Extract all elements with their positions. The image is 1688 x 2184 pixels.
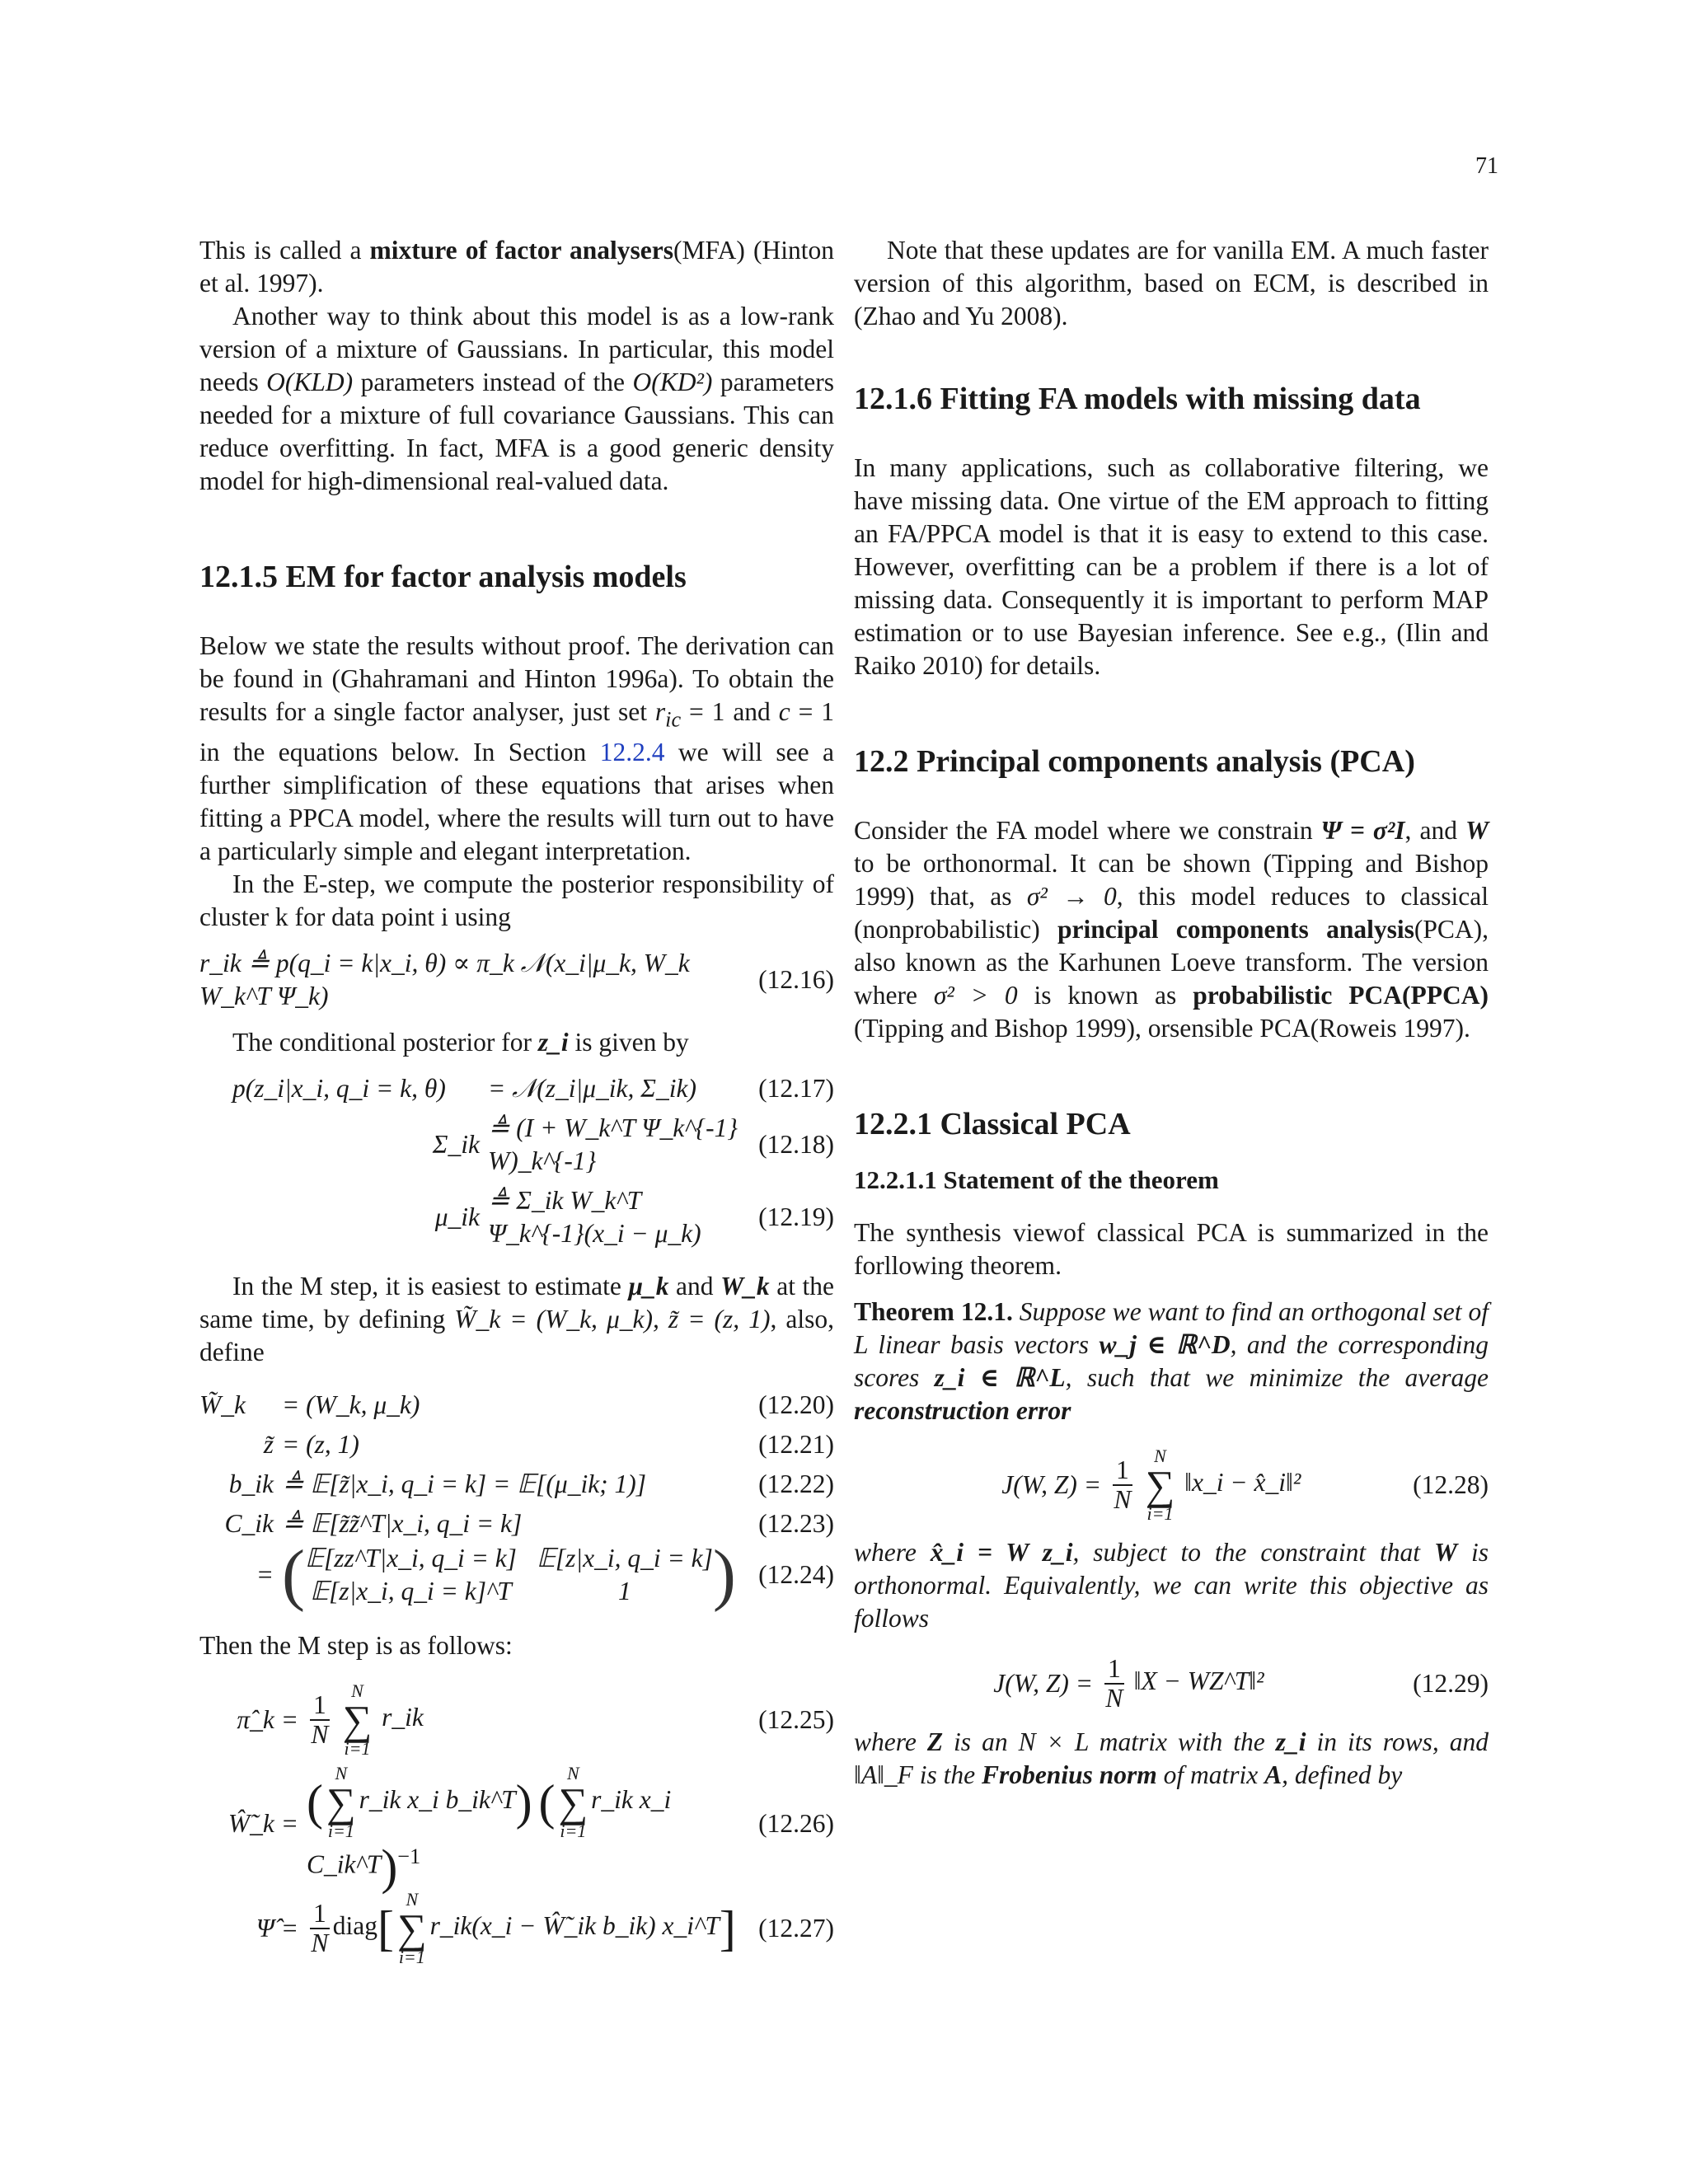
equation-12-16: r_ik ≜ p(q_i = k|x_i, θ) ∝ π_k 𝒩(x_i|μ_k, W_k W_k^T Ψ_k) (12.16) [199,949,834,1011]
left-column [199,234,834,1966]
heading-12-2-1: 12.2.1 Classical PCA [854,1107,1131,1141]
page-number: 71 [1475,153,1498,179]
paragraph-m-step: In the M step, it is easiest to estimate μ_k and W_k at the same time, by defining W̃_k = (W_k, μ_k), z̃ = (z, 1), also, define [199,1272,835,1367]
equation-12-17: p(z_i|x_i, q_i = k, θ) = 𝒩(z_i|μ_ik, Σ_ik) (12.17) [232,1074,834,1104]
paragraph-mfa: This is called a mixture of factor analysers(MFA) (Hinton et al. 1997). [199,236,834,298]
paragraph-conditional: The conditional posterior for z_i is given by [232,1028,689,1057]
section-link[interactable]: 12.2.4 [599,738,665,767]
paragraph-then-m-step: Then the M step is as follows: [199,1631,513,1661]
heading-12-1-6: 12.1.6 Fitting FA models with missing data [854,382,1421,416]
paragraph-low-rank: Another way to think about this model is as a low-rank version of a mixture of Gaussians. In particular, this model needs O(KLD) parameters instead of the O(KD²) parameters needed for a mixture of full covariance Gaussians. This can reduce overfitting. In fact, MFA is a good generic density model for high-dimensional real-valued data. [199,302,834,495]
equation-12-23: C_ik ≜ 𝔼[z̃z̃^T|x_i, q_i = k] (12.23) [224,1509,834,1539]
heading-12-2: 12.2 Principal components analysis (PCA) [854,744,1415,779]
paragraph-frobenius: where Z is an N × L matrix with the z_i in its rows, and ‖A‖_F is the Frobenius norm of matrix A, defined by [854,1727,1489,1789]
equation-12-25: π̂_k = $\frac{1}{N}$ N ∑ i=1 r_ik (12.25) [237,1680,834,1760]
equation-12-28: J(W, Z) = $\frac{1}{N}$ N ∑ i=1 ‖x_i − x̂_i‖² (12.28) [1001,1446,1489,1524]
paragraph-e-step: In the E-step, we compute the posterior responsibility of cluster k for data point i using [199,869,834,932]
paragraph-vanilla-em: Note that these updates are for vanilla EM. A much faster version of this algorithm, based on ECM, is described in (Zhao and Yu 2008). [854,236,1489,330]
heading-12-2-1-1: 12.2.1.1 Statement of the theorem [854,1165,1219,1194]
equation-12-24: = ( 𝔼[zz^T|x_i, q_i = k] 𝔼[z|x_i, q_i = k] 𝔼[z|x_i, q_i = k]^T 1 ) (12.24) [256,1536,834,1614]
equation-12-19: μ_ik ≜ Σ_ik W_k^T Ψ_k^{-1}(x_i − μ_k) (12.19) [434,1186,834,1249]
equation-12-20: W̃_k = (W_k, μ_k) (12.20) [199,1390,834,1420]
equation-12-21: z̃ = (z, 1) (12.21) [263,1430,834,1460]
paragraph-results: Below we state the results without proof. The derivation can be found in (Ghahramani and Hinton 1996a). To obtain the results for a single factor analyser, just set $r_{ic} = 1$ and c = 1 in the equations below. In Section 12.2.4 we will see a further simplification of these equations that arises when fitting a PPCA model, where the results will turn out to have a particularly simple and elegant interpretation. [199,631,834,866]
paragraph-pca-intro: Consider the FA model where we constrain Ψ = σ²I, and W to be orthonormal. It can be shown (Tipping and Bishop 1999) that, as σ² → 0, this model reduces to classical (nonprobabilistic) principal components analysis(PCA), also known as the Karhunen Loeve transform. The version where σ² > 0 is known as probabilistic PCA(PPCA) (Tipping and Bishop 1999), orsensible PCA(Roweis 1997). [854,816,1489,1043]
paragraph-missing-data: In many applications, such as collaborative filtering, we have missing data. One virtue of the EM approach to fitting an FA/PPCA model is that it is easy to extend to this case. However, overfitting can be a problem if there is a lot of missing data. Consequently it is important to perform MAP estimation or to use Bayesian inference. See e.g., (Ilin and Raiko 2010) for details. [854,453,1489,680]
equation-12-29: J(W, Z) = $\frac{1}{N}$ ‖X − WZ^T‖² (12.29) [993,1654,1489,1713]
right-column [854,234,1489,1792]
equation-12-26: Ŵ̃_k = ( N ∑ i=1 r_ik x_i b_ik^T) ( N ∑ i=1 r_ik x_i C_ik^T)$^{-1}$ (12.26) [227,1763,834,1895]
paragraph-synthesis-view: The synthesis viewof classical PCA is summarized in the forllowing theorem. [854,1218,1489,1280]
heading-12-1-5: 12.1.5 EM for factor analysis models [199,560,687,594]
equation-12-22: b_ik ≜ 𝔼[z̃|x_i, q_i = k] = 𝔼[(μ_ik; 1)] (12.22) [228,1469,834,1499]
block-matrix: ( 𝔼[zz^T|x_i, q_i = k] 𝔼[z|x_i, q_i = k] 𝔼[z|x_i, q_i = k]^T 1 ) [282,1536,736,1614]
equation-12-27: Ψ̂ = $\frac{1}{N}$ diag[ N ∑ i=1 r_ik(x_i − Ŵ̃_ik b_ik) x_i^T] (12.27) [256,1888,834,1967]
paragraph-orthonormal: where x̂_i = W z_i, subject to the constraint that W is orthonormal. Equivalently, we can write this objective as follows [854,1538,1489,1633]
theorem-12-1: Theorem 12.1. Suppose we want to find an orthogonal set of L linear basis vectors w_j ∈ ℝ^D, and the corresponding scores z_i ∈ ℝ^L, such that we minimize the average reconstruction error [854,1297,1489,1425]
equation-12-18: Σ_ik ≜ (I + W_k^T Ψ_k^{-1} W)_k^{-1} (12.18) [432,1113,834,1176]
